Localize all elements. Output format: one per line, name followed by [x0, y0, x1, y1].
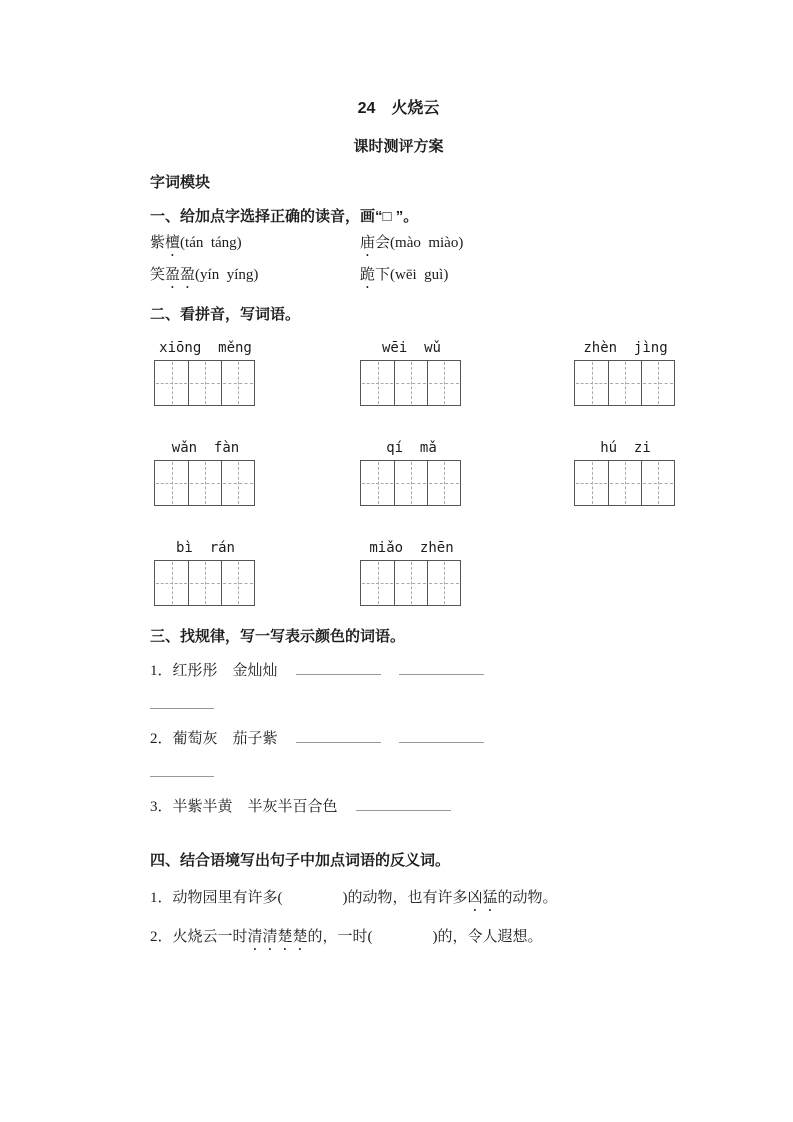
writing-grid	[360, 560, 461, 606]
sentence-text: 的动物。	[497, 890, 558, 906]
item-label: 2．葡萄灰 茄子紫	[150, 731, 278, 747]
section3-heading: 三、找规律，写一写表示颜色的词语。	[150, 628, 406, 645]
writing-grid	[360, 360, 461, 406]
pinyin-row-1	[150, 338, 668, 408]
blank-group	[150, 697, 214, 713]
writing-cell	[575, 361, 608, 405]
dotted-character: 檀	[165, 235, 181, 251]
color-words-item-2	[150, 724, 647, 754]
section1-row-2	[150, 260, 647, 292]
carry-line-2	[150, 762, 647, 784]
color-words-item-1	[150, 656, 647, 686]
section2-heading: 二、看拼音，写词语。	[150, 306, 301, 323]
writing-cell	[361, 561, 394, 605]
pinyin-block	[574, 338, 677, 406]
writing-grid	[574, 460, 675, 506]
sentence-text: 2．火烧云一时	[150, 929, 248, 945]
pinyin-label: xiōng měng	[159, 340, 252, 356]
word-text: 下	[375, 267, 391, 283]
sentence-text: 1．动物园里有许多( )的动物，也有许多	[150, 890, 468, 906]
dotted-character: 跪	[360, 267, 376, 283]
page-title: 24 火烧云	[357, 100, 440, 117]
carry-line-1	[150, 694, 647, 716]
writing-cell	[641, 361, 674, 405]
writing-cell	[188, 561, 221, 605]
pinyin-block	[154, 538, 257, 606]
section1-heading: 一、给加点字选择正确的读音，画“□ ”。	[150, 208, 419, 225]
writing-cell	[221, 461, 254, 505]
blank-group	[278, 663, 484, 679]
word-text: 会	[375, 235, 391, 251]
word-text: 笑	[150, 267, 166, 283]
section4-heading: 四、结合语境写出句子中加点词语的反义词。	[150, 852, 451, 869]
writing-cell	[221, 561, 254, 605]
writing-cell	[608, 461, 641, 505]
answer-blank	[399, 660, 484, 675]
pinyin-options: (wēi guì)	[390, 267, 449, 283]
sentence-text: 的，一时( )的，令人遐想。	[307, 929, 543, 945]
writing-grid	[360, 460, 461, 506]
pinyin-block	[154, 338, 257, 406]
writing-cell	[427, 461, 460, 505]
pinyin-block	[574, 438, 677, 506]
word-text: 紫	[150, 235, 166, 251]
blank-group	[278, 731, 484, 747]
antonym-sentence-2	[150, 921, 647, 954]
pinyin-label: wǎn fàn	[171, 440, 240, 456]
word-item	[150, 267, 258, 283]
pinyin-block	[360, 338, 463, 406]
writing-cell	[394, 561, 427, 605]
word-item	[360, 260, 448, 292]
blank-group	[338, 799, 451, 815]
dotted-character: 庙	[360, 235, 376, 251]
word-item	[360, 228, 463, 260]
writing-cell	[394, 361, 427, 405]
color-words-item-3	[150, 792, 647, 822]
section1-row-1	[150, 228, 647, 260]
pinyin-options: (yín yíng)	[195, 267, 259, 283]
pinyin-label: bì rán	[175, 540, 235, 556]
writing-cell	[155, 561, 188, 605]
blank-group	[150, 765, 214, 781]
writing-cell	[427, 361, 460, 405]
pinyin-block	[154, 438, 257, 506]
answer-blank	[356, 796, 451, 811]
pinyin-label: qí mǎ	[386, 440, 437, 456]
dotted-character: 盈盈	[165, 267, 196, 283]
dotted-word: 清清楚楚	[247, 929, 308, 945]
writing-cell	[641, 461, 674, 505]
writing-cell	[188, 461, 221, 505]
answer-blank	[150, 762, 214, 777]
antonym-sentence-1	[150, 882, 647, 915]
writing-cell	[427, 561, 460, 605]
pinyin-options: (tán táng)	[180, 235, 242, 251]
writing-cell	[188, 361, 221, 405]
pinyin-block	[360, 538, 463, 606]
dotted-word: 凶猛	[467, 890, 498, 906]
answer-blank	[150, 694, 214, 709]
answer-blank	[296, 660, 381, 675]
pinyin-label: miǎo zhēn	[369, 540, 454, 556]
writing-grid	[154, 460, 255, 506]
writing-cell	[608, 361, 641, 405]
writing-cell	[575, 461, 608, 505]
pinyin-label: hú zi	[600, 440, 651, 456]
pinyin-row-3	[150, 538, 647, 608]
pinyin-block	[360, 438, 463, 506]
item-label: 3．半紫半黄 半灰半百合色	[150, 799, 338, 815]
writing-cell	[221, 361, 254, 405]
writing-grid	[154, 560, 255, 606]
answer-blank	[399, 728, 484, 743]
writing-cell	[155, 461, 188, 505]
module-header: 字词模块	[150, 174, 211, 191]
pinyin-label: wēi wǔ	[381, 340, 441, 356]
writing-cell	[361, 461, 394, 505]
word-item	[150, 235, 242, 251]
pinyin-label: zhèn jìng	[583, 340, 668, 356]
writing-cell	[394, 461, 427, 505]
pinyin-row-2	[150, 438, 651, 508]
writing-grid	[154, 360, 255, 406]
page-subtitle: 课时测评方案	[353, 138, 444, 155]
item-label: 1．红彤彤 金灿灿	[150, 663, 278, 679]
pinyin-options: (mào miào)	[390, 235, 464, 251]
answer-blank	[296, 728, 381, 743]
writing-cell	[155, 361, 188, 405]
writing-cell	[361, 361, 394, 405]
writing-grid	[574, 360, 675, 406]
